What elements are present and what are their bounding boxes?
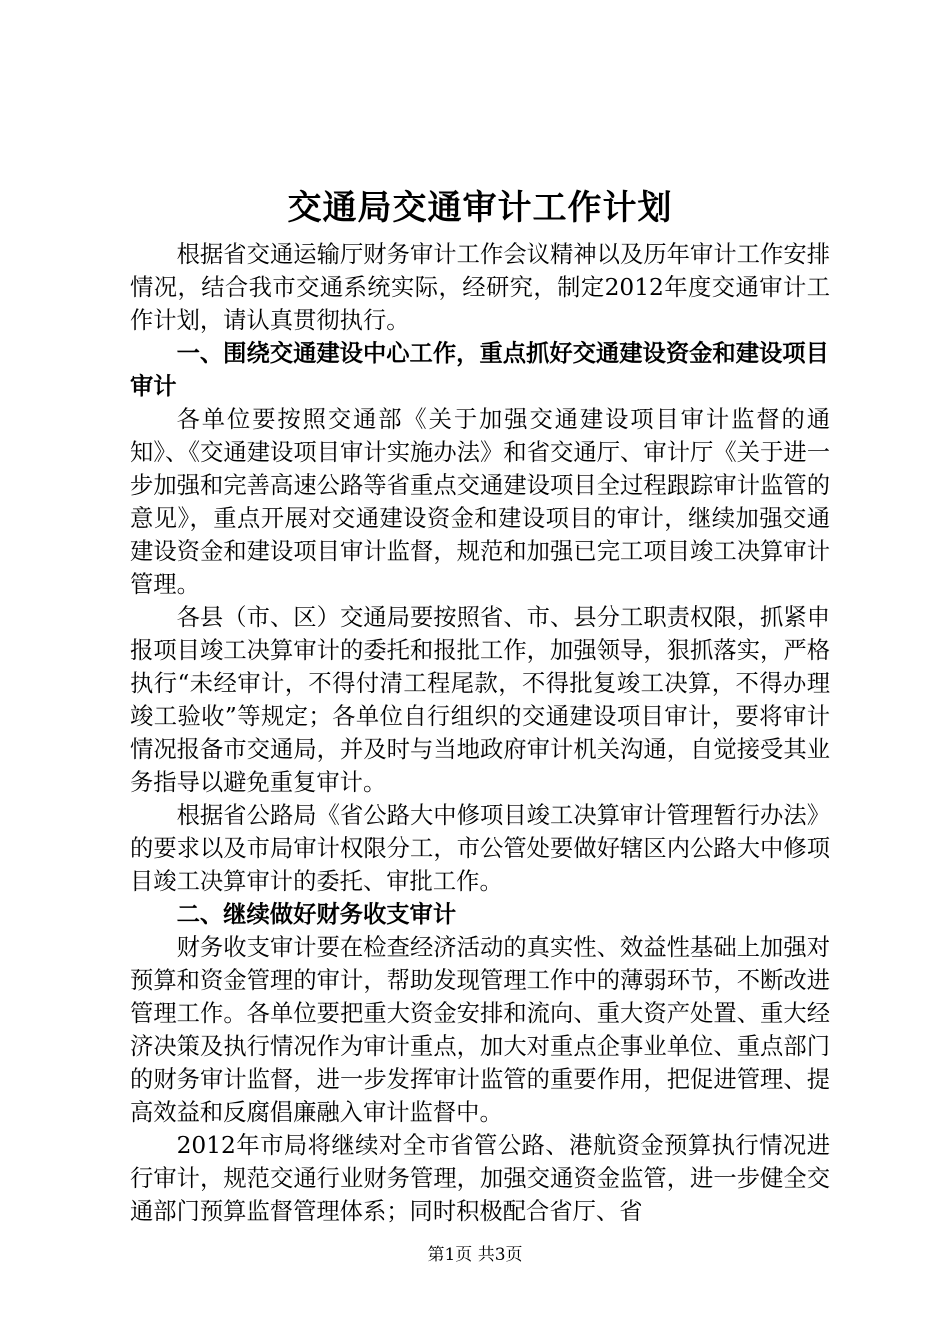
section-heading-1: 一、围绕交通建设中心工作，重点抓好交通建设资金和建设项目审计 (130, 340, 829, 400)
body-paragraph: 各县（市、区）交通局要按照省、市、县分工职责权限，抓紧申报项目竣工决算审计的委托和报批工作，加强领导，狠抓落实，严格执行“未经审计，不得付清工程尾款，不得批复竣工决算，不得办理竣工验收”等规定；各单位自行组织的交通建设项目审计，要将审计情况报备市交通局，并及时与当地政府审计机关沟通，自觉接受其业务指导以避免重复审计。 (130, 604, 830, 796)
page-footer: 第1页 共3页 (427, 1245, 523, 1265)
section-heading-2: 二、继续做好财务收支审计 (176, 901, 457, 928)
body-paragraph: 财务收支审计要在检查经济活动的真实性、效益性基础上加强对预算和资金管理的审计，帮助发现管理工作中的薄弱环节，不断改进管理工作。各单位要把重大资金安排和流向、重大资产处置、重大经济决策及执行情况作为审计重点，加大对重点企事业单位、重点部门的财务审计监督，进一步发挥审计监管的重要作用，把促进管理、提高效益和反腐倡廉融入审计监督中。 (130, 934, 830, 1126)
body-paragraph: 2012年市局将继续对全市省管公路、港航资金预算执行情况进行审计，规范交通行业财务管理，加强交通资金监管，进一步健全交通部门预算监督管理体系；同时积极配合省厅、省 (130, 1132, 830, 1225)
intro-paragraph: 根据省交通运输厅财务审计工作会议精神以及历年审计工作安排情况，结合我市交通系统实际，经研究，制定2012年度交通审计工作计划，请认真贯彻执行。 (130, 241, 830, 334)
document-page (130, 180, 830, 1228)
document-title: 交通局交通审计工作计划 (287, 188, 673, 228)
body-paragraph: 根据省公路局《省公路大中修项目竣工决算审计管理暂行办法》的要求以及市局审计权限分工，市公管处要做好辖区内公路大中修项目竣工决算审计的委托、审批工作。 (130, 802, 830, 895)
body-paragraph: 各单位要按照交通部《关于加强交通建设项目审计监督的通知》、《交通建设项目审计实施办法》和省交通厅、审计厅《关于进一步加强和完善高速公路等省重点交通建设项目全过程跟踪审计监管的意见》，重点开展对交通建设资金和建设项目的审计，继续加强交通建设资金和建设项目审计监督，规范和加强已完工项目竣工决算审计管理。 (130, 406, 830, 598)
